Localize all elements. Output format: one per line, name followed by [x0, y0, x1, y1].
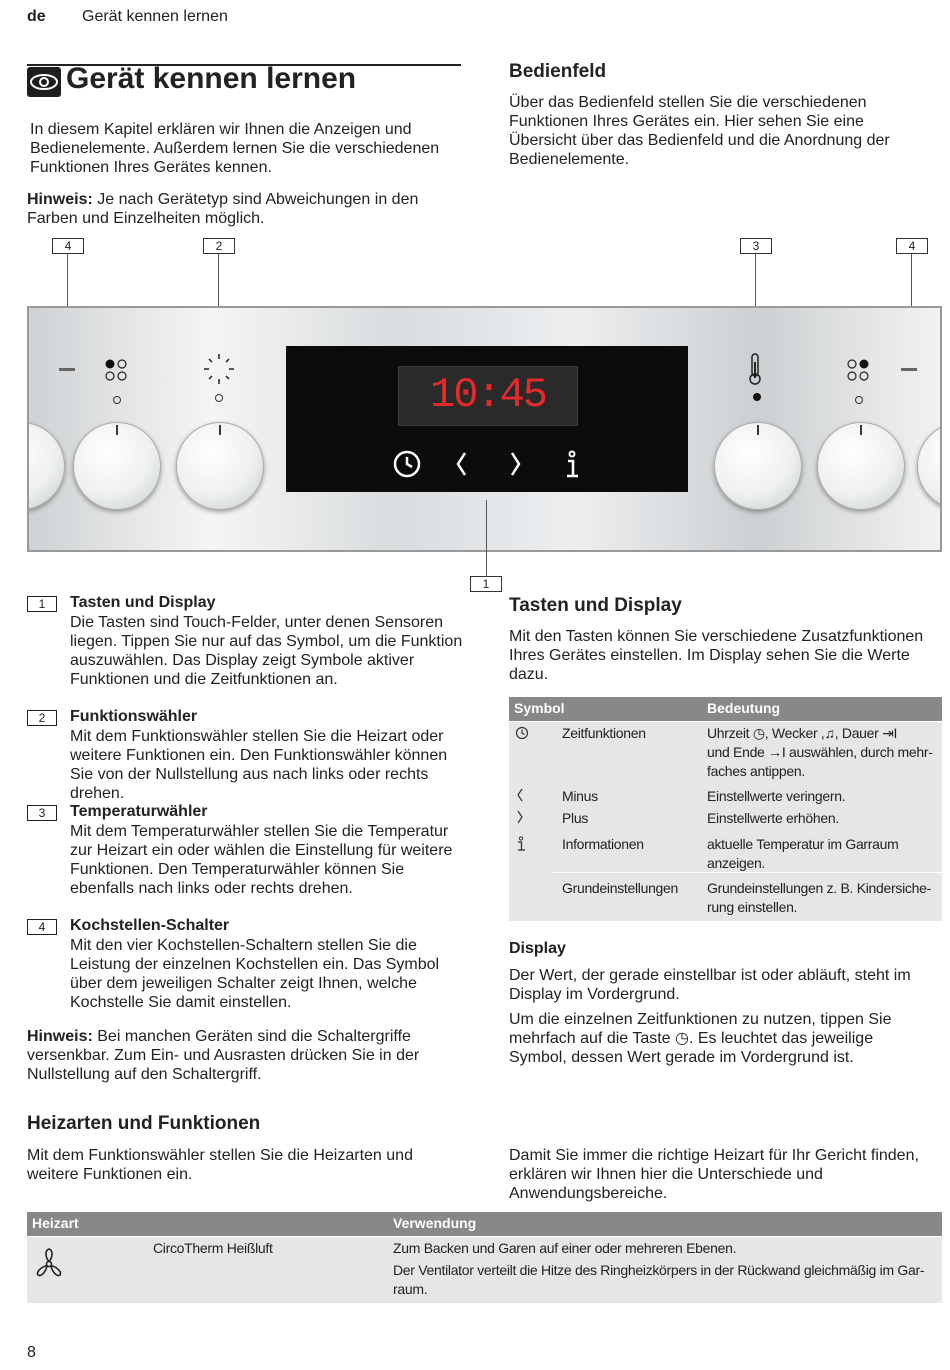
table-cell: Der Ventilator verteilt die Hitze des Ringheizkörpers in der Rückwand gleichmäßig im Gar- [393, 1262, 925, 1278]
item-body: Mit dem Temperaturwähler stellen Sie die Temperatur zur Heizart ein oder wählen die Einstellung für weitere Funktionen. Den Temperaturwähler können Sie ebenfalls nach links oder rechts drehen. [70, 823, 453, 897]
thermometer-icon [747, 352, 763, 391]
heizart-table-header [27, 1212, 942, 1236]
callout-2: 2 [203, 238, 235, 254]
callout-4-right: 4 [896, 238, 928, 254]
table-cell: aktuelle Temperatur im Garraum [707, 836, 899, 852]
list-item [27, 708, 467, 804]
display-text-1: Der Wert, der gerade einstellbar ist oder abläuft, steht im Display im Vordergrund. [509, 967, 911, 1003]
clock-button[interactable] [391, 449, 423, 486]
function-selector-knob[interactable] [176, 422, 264, 510]
hob-indicator [59, 368, 75, 371]
table-cell: und Ende →I auswählen, durch mehr- [707, 744, 933, 760]
note-paragraph [27, 190, 462, 228]
tasten-text: Mit den Tasten können Sie verschiedene Zusatzfunktionen Ihres Gerätes einstellen. Im Display sehen Sie die Werte dazu. [509, 628, 924, 683]
callout-4-left: 4 [52, 238, 84, 254]
table-cell: Informationen [562, 836, 644, 852]
heizarten-right-text: Damit Sie immer die richtige Heizart für Ihr Gericht finden, erklären wir Ihnen hier die Unterschiede und Anwendungsbereiche. [509, 1147, 919, 1202]
note2-label: Hinweis: [27, 1028, 93, 1045]
page-title: Gerät kennen lernen [66, 62, 357, 95]
note2-text: Bei manchen Geräten sind die Schaltergriffe versenkbar. Zum Ein- und Ausrasten drücken Sie in der Nullstellung auf den Schaltergriff. [27, 1028, 420, 1083]
info-icon [515, 836, 527, 857]
col-symbol: Symbol [514, 700, 565, 716]
table-cell: Uhrzeit ◷, Wecker ,♫, Dauer ⇥I [707, 725, 898, 741]
note-text: Je nach Gerätetyp sind Abweichungen in den Farben und Einzelheiten möglich. [27, 191, 419, 227]
note2-paragraph [27, 1027, 467, 1084]
display-title: Display [509, 940, 566, 957]
tasten-title: Tasten und Display [509, 595, 682, 616]
hob-indicator [901, 368, 917, 371]
table-cell: raum. [393, 1281, 428, 1297]
running-header: Gerät kennen lernen [82, 8, 228, 25]
item-body: Die Tasten sind Touch-Felder, unter denen Sensoren liegen. Tippen Sie nur auf das Symbol, um die Funktion auszuwählen. Das Display zeigt Symbole aktiver Funktionen und die Zeitfunktionen an. [70, 614, 463, 688]
chevron-right-icon [515, 810, 525, 829]
bedienfeld-title: Bedienfeld [509, 61, 607, 82]
item-body: Mit dem Funktionswähler stellen Sie die Heizart oder weitere Funktionen ein. Den Funktionswähler können Sie von der Nullstellung aus nach links oder rechts drehen. [70, 728, 448, 802]
heizarten-title: Heizarten und Funktionen [27, 1113, 261, 1134]
hob-knob-partial[interactable] [27, 422, 65, 510]
display-text-2: Um die einzelnen Zeitfunktionen zu nutzen, tippen Sie mehrfach auf die Taste ◷. Es leuchtet das jeweilige Symbol, dessen Wert gerade im Vordergrund ist. [509, 1011, 892, 1066]
item-number: 1 [27, 596, 57, 612]
chevron-left-icon [515, 788, 525, 807]
function-off-icon [202, 352, 236, 391]
hob-position-icon [104, 358, 130, 389]
item-title: Funktionswähler [70, 708, 198, 725]
fan-icon [31, 1245, 67, 1284]
table-cell: Zeitfunktionen [562, 725, 646, 741]
zero-mark [855, 396, 863, 404]
item-title: Temperaturwähler [70, 803, 208, 820]
table-cell: Einstellwerte erhöhen. [707, 810, 839, 826]
temperature-selector-knob[interactable] [714, 422, 802, 510]
page-number: 8 [27, 1344, 36, 1361]
note-label: Hinweis: [27, 191, 93, 208]
minus-button[interactable] [446, 449, 478, 486]
symbol-table-body [509, 722, 942, 921]
leader-line [486, 500, 487, 576]
col-meaning: Bedeutung [707, 700, 781, 716]
zero-mark [753, 393, 761, 401]
item-number: 3 [27, 805, 57, 821]
plus-button[interactable] [499, 449, 531, 486]
eye-icon [27, 67, 61, 97]
table-cell: anzeigen. [707, 855, 766, 871]
table-cell: Grundeinstellungen [562, 880, 679, 896]
symbol-table-header [509, 697, 942, 721]
zero-mark [113, 396, 121, 404]
bedienfeld-text: Über das Bedienfeld stellen Sie die verschiedenen Funktionen Ihres Gerätes ein. Hier sehen Sie eine Übersicht über das Bedienfeld und die Anordnung der Bedienelemente. [509, 94, 890, 168]
table-cell: Minus [562, 788, 598, 804]
item-title: Kochstellen-Schalter [70, 917, 230, 934]
zero-mark [215, 394, 223, 402]
intro-text: In diesem Kapitel erklären wir Ihnen die Anzeigen und Bedienelemente. Außerdem lernen Sie die verschiedenen Funktionen Ihres Gerätes kennen. [30, 121, 440, 176]
language-code: de [27, 8, 46, 25]
item-number: 2 [27, 710, 57, 726]
hob-knob-partial[interactable] [917, 422, 942, 510]
item-number: 4 [27, 919, 57, 935]
table-cell: rung einstellen. [707, 899, 798, 915]
lcd-screen [398, 366, 578, 426]
callout-1: 1 [470, 576, 502, 592]
control-panel [27, 306, 942, 552]
heizarten-left-text: Mit dem Funktionswähler stellen Sie die Heizarten und weitere Funktionen ein. [27, 1147, 413, 1183]
table-cell: faches antippen. [707, 763, 805, 779]
hob-position-icon [846, 358, 872, 389]
hob-knob-1[interactable] [73, 422, 161, 510]
col-heizart: Heizart [32, 1215, 79, 1231]
col-verwendung: Verwendung [393, 1215, 477, 1231]
heizart-table-row [27, 1237, 942, 1303]
clock-icon [515, 726, 529, 745]
info-button[interactable] [556, 449, 588, 486]
hob-knob-2[interactable] [817, 422, 905, 510]
display-time: 10:45 [429, 371, 547, 419]
table-cell: Einstellwerte veringern. [707, 788, 846, 804]
display-panel [286, 346, 688, 492]
callout-3: 3 [740, 238, 772, 254]
table-cell: Plus [562, 810, 589, 826]
item-title: Tasten und Display [70, 594, 216, 611]
list-item [27, 803, 467, 917]
list-item [27, 917, 467, 1017]
table-cell: Zum Backen und Garen auf einer oder mehreren Ebenen. [393, 1240, 737, 1256]
table-cell: Grundeinstellungen z. B. Kindersiche- [707, 880, 931, 896]
item-body: Mit den vier Kochstellen-Schaltern stellen Sie die Leistung der einzelnen Kochstellen ein. Das Symbol über dem jeweiligen Schalter zeigt Ihnen, welche Kochstelle Sie damit einstellen. [70, 937, 440, 1011]
table-cell: CircoTherm Heißluft [153, 1240, 273, 1256]
list-item [27, 594, 467, 704]
